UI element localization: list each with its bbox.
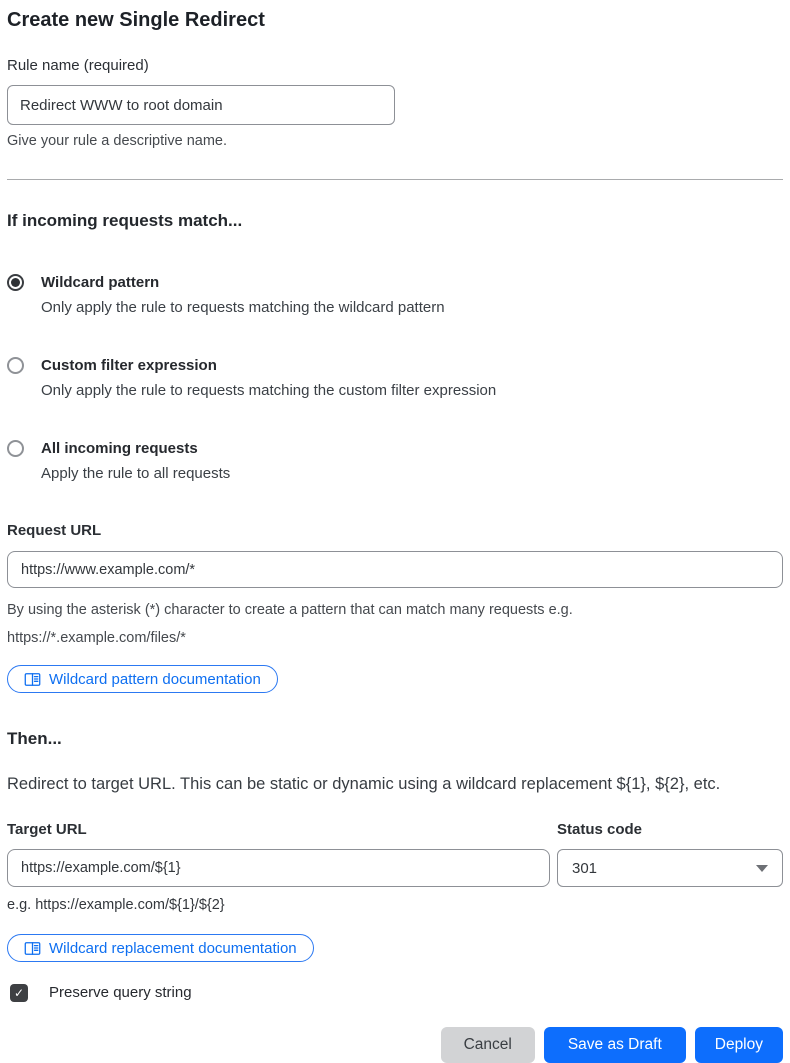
radio-button-icon[interactable] <box>7 357 24 374</box>
request-url-label: Request URL <box>7 522 102 539</box>
chevron-down-icon <box>756 865 768 872</box>
wildcard-pattern-docs-button[interactable] <box>7 665 278 693</box>
checkmark-icon: ✓ <box>13 986 25 1000</box>
section-divider <box>7 179 783 180</box>
open-book-icon <box>24 940 41 957</box>
then-section-description: Redirect to target URL. This can be static or dynamic using a wildcard replacement ${1}, ${2}, etc. <box>7 775 721 793</box>
radio-option-all-requests[interactable] <box>7 439 783 484</box>
preserve-query-string-label: Preserve query string <box>49 984 192 1001</box>
radio-option-description: Apply the rule to all requests <box>41 465 231 482</box>
rule-name-label: Rule name (required) <box>7 57 149 74</box>
cancel-button[interactable]: Cancel <box>441 1027 535 1063</box>
radio-option-description: Only apply the rule to requests matching the wildcard pattern <box>41 299 445 316</box>
radio-option-label: Custom filter expression <box>41 357 217 374</box>
target-url-input[interactable] <box>7 849 550 887</box>
radio-option-description: Only apply the rule to requests matching the custom filter expression <box>41 382 497 399</box>
status-code-select[interactable] <box>557 849 783 887</box>
request-url-help-line1: By using the asterisk (*) character to create a pattern that can match many requests e.g. <box>7 602 573 618</box>
target-url-help: e.g. https://example.com/${1}/${2} <box>7 897 225 913</box>
preserve-query-string-row[interactable] <box>10 983 783 1003</box>
page-title: Create new Single Redirect <box>7 9 265 31</box>
request-url-help-line2: https://*.example.com/files/* <box>7 630 186 646</box>
request-url-help <box>7 596 783 652</box>
match-section-heading: If incoming requests match... <box>7 211 243 230</box>
request-url-input[interactable] <box>7 551 783 588</box>
then-section-heading: Then... <box>7 729 62 748</box>
rule-name-input[interactable] <box>7 85 395 125</box>
radio-button-icon[interactable] <box>7 440 24 457</box>
deploy-button[interactable]: Deploy <box>695 1027 783 1063</box>
status-code-selected-value: 301 <box>572 859 598 877</box>
footer-actions <box>7 1027 783 1063</box>
target-url-label: Target URL <box>7 821 87 838</box>
wildcard-replacement-docs-button[interactable] <box>7 934 314 962</box>
radio-option-custom-filter[interactable] <box>7 356 783 401</box>
open-book-icon <box>24 671 41 688</box>
rule-name-help: Give your rule a descriptive name. <box>7 133 228 149</box>
radio-button-icon[interactable] <box>7 274 24 291</box>
wildcard-replacement-docs-label: Wildcard replacement documentation <box>49 939 297 957</box>
radio-option-label: All incoming requests <box>41 440 198 457</box>
status-code-label: Status code <box>557 821 643 838</box>
save-as-draft-button[interactable]: Save as Draft <box>544 1027 686 1063</box>
radio-option-label: Wildcard pattern <box>41 274 160 291</box>
wildcard-pattern-docs-label: Wildcard pattern documentation <box>49 670 261 688</box>
radio-option-wildcard-pattern[interactable] <box>7 273 783 318</box>
checkbox-checked-icon[interactable] <box>10 984 28 1002</box>
